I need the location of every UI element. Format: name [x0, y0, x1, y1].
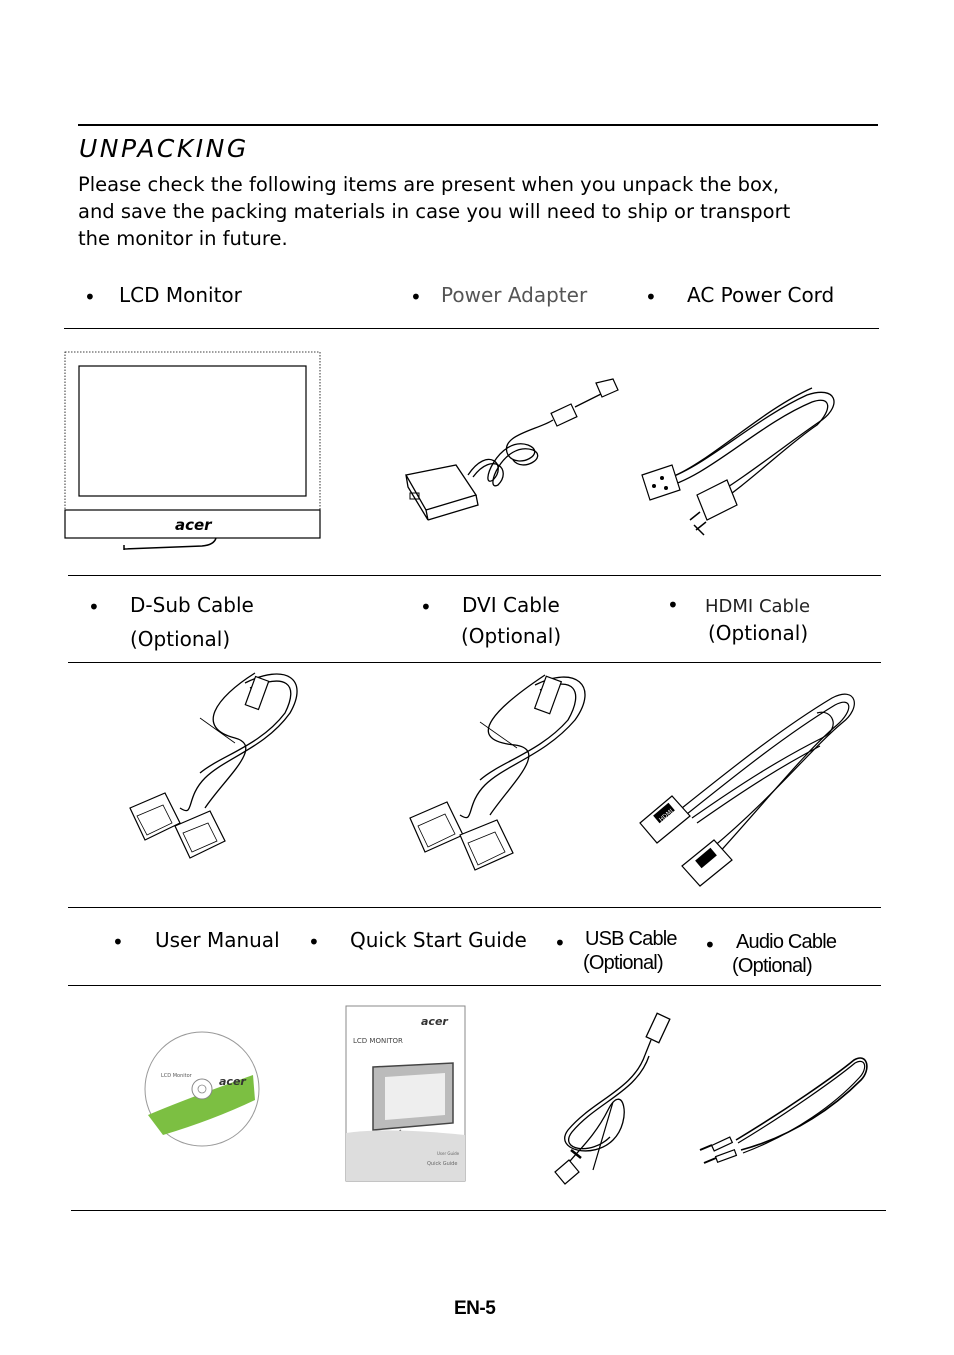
divider [68, 575, 881, 576]
quick-start-guide-illustration [345, 1005, 467, 1183]
cd-title: LCD Monitor [161, 1073, 192, 1079]
intro-paragraph [78, 171, 878, 252]
divider [68, 662, 881, 663]
user-manual-cd-illustration [143, 1030, 261, 1148]
item-dsub-optional: (Optional) [130, 627, 231, 651]
monitor-logo: acer [175, 516, 212, 534]
ac-power-cord-illustration [632, 380, 847, 555]
item-audio-cable: Audio Cable [736, 931, 837, 953]
dsub-cable-illustration [125, 668, 310, 868]
item-power-adapter: Power Adapter [441, 283, 588, 307]
item-ac-power-cord: AC Power Cord [687, 283, 835, 307]
intro-line: the monitor in future. [78, 227, 288, 250]
bullet: • [667, 593, 679, 617]
section-title: UNPACKING [79, 134, 249, 163]
item-user-manual: User Manual [155, 928, 280, 952]
audio-cable-illustration [696, 1055, 871, 1170]
bullet: • [704, 933, 716, 957]
power-adapter-illustration [398, 375, 623, 525]
bullet: • [420, 595, 432, 619]
item-usb-optional: (Optional) [583, 952, 663, 974]
hdmi-plug-label: HDMI [657, 807, 675, 824]
bullet: • [88, 595, 100, 619]
item-dvi-optional: (Optional) [461, 624, 562, 648]
guide-logo: acer [421, 1015, 448, 1028]
bullet: • [554, 931, 566, 955]
bullet: • [112, 930, 124, 954]
bullet: • [84, 285, 96, 309]
bullet: • [410, 285, 422, 309]
item-audio-optional: (Optional) [732, 955, 812, 977]
item-hdmi-cable: HDMI Cable [705, 596, 811, 617]
hdmi-cable-illustration [632, 688, 867, 888]
page-number: EN-5 [454, 1298, 496, 1319]
divider [71, 1210, 886, 1211]
intro-line: and save the packing materials in case you will need to ship or transport [78, 200, 791, 223]
top-rule [78, 124, 878, 126]
item-usb-cable: USB Cable [585, 928, 677, 950]
item-dsub-cable: D-Sub Cable [130, 593, 254, 617]
bullet: • [308, 930, 320, 954]
guide-line1: User Guide [437, 1151, 460, 1156]
divider [68, 907, 881, 908]
usb-cable-illustration [553, 1010, 683, 1190]
intro-line: Please check the following items are present when you unpack the box, [78, 173, 780, 196]
bullet: • [645, 285, 657, 309]
item-lcd-monitor: LCD Monitor [119, 283, 242, 307]
divider [64, 328, 879, 329]
guide-title: LCD MONITOR [353, 1037, 403, 1045]
item-quick-start-guide: Quick Start Guide [350, 928, 527, 952]
item-hdmi-optional: (Optional) [708, 621, 809, 645]
lcd-monitor-illustration [62, 350, 324, 555]
dvi-cable-illustration [405, 670, 595, 875]
divider [68, 985, 881, 986]
item-dvi-cable: DVI Cable [462, 593, 560, 617]
guide-line2: Quick Guide [427, 1161, 458, 1167]
cd-logo: acer [219, 1075, 246, 1088]
